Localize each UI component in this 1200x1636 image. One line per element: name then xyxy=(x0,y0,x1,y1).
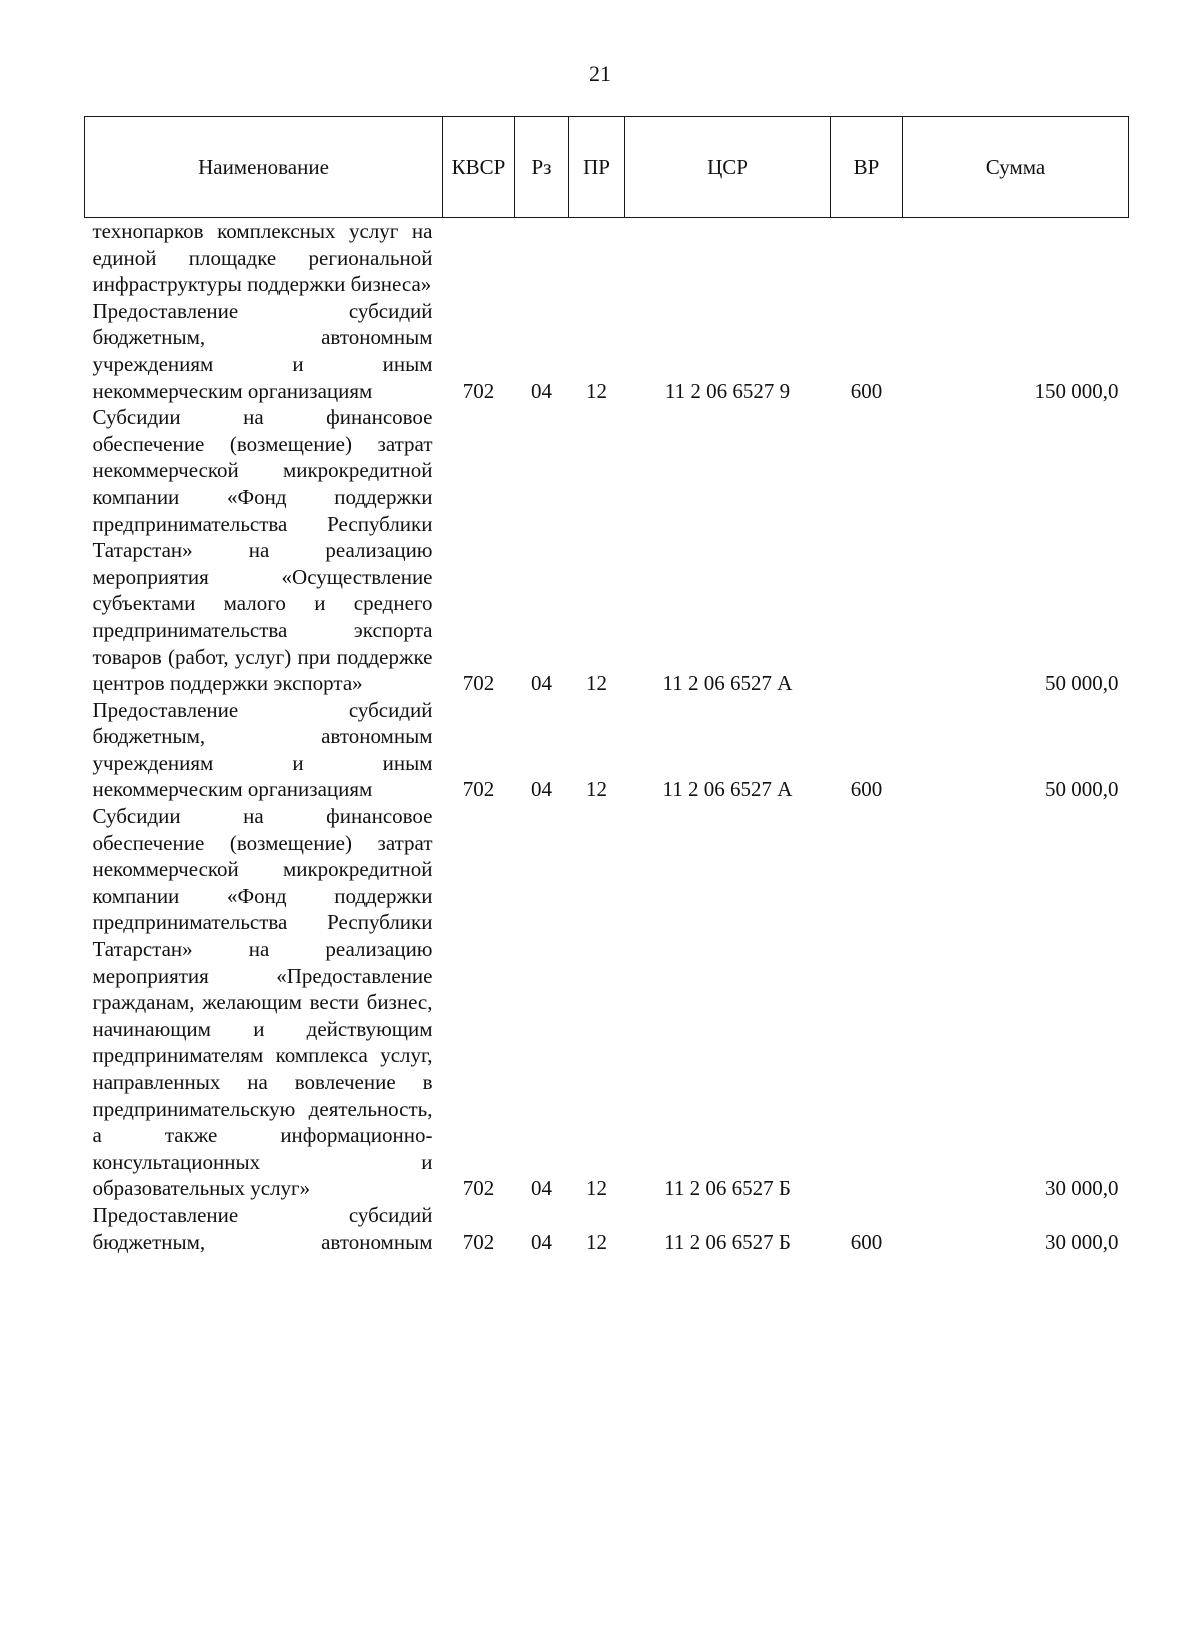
row-name: технопарков комплексных услуг на единой площадке региональной инфраструктуры поддержки бизнеса» xyxy=(92,219,433,297)
header-sum: Сумма xyxy=(903,117,1129,218)
row-sum: 30 000,0 xyxy=(1045,1176,1119,1201)
table-header xyxy=(85,117,1129,218)
row-vr: 600 xyxy=(850,1229,883,1254)
header-pr: ПР xyxy=(569,117,625,218)
row-kvsr: 702 xyxy=(462,777,495,802)
table-row xyxy=(85,218,1129,298)
row-name: Предоставление субсидий бюджетным, автономным xyxy=(92,1202,433,1254)
table-row xyxy=(85,803,1129,1202)
row-rz xyxy=(515,218,569,298)
row-kvsr: 702 xyxy=(462,1176,495,1201)
table-row xyxy=(85,404,1129,697)
row-name: Предоставление субсидий бюджетным, автономным учреждениям и иным некоммерческим организациям xyxy=(92,298,433,403)
row-rz: 04 xyxy=(531,378,552,403)
row-vr: 600 xyxy=(850,378,883,403)
table-row xyxy=(85,1202,1129,1255)
row-csr: 11 2 06 6527 Б xyxy=(664,1229,791,1254)
row-pr: 12 xyxy=(586,378,607,403)
row-name: Субсидии на финансовое обеспечение (возмещение) затрат некоммерческой микрокредитной компании «Фонд поддержки предпринимательства Республики Татарстан» на реализацию мероприятия «Предоставление гражданам, желающим вести бизнес, начинающим и действующим предпринимателям комплекса услуг, направленных на вовлечение в предпринимательскую деятельность, а также информационно-консультационных и образовательных услуг» xyxy=(92,804,433,1201)
row-sum: 50 000,0 xyxy=(1045,777,1119,802)
row-csr: 11 2 06 6527 9 xyxy=(664,378,791,403)
header-kvsr: КВСР xyxy=(443,117,515,218)
row-pr: 12 xyxy=(586,1229,607,1254)
row-rz: 04 xyxy=(531,671,552,696)
row-kvsr: 702 xyxy=(462,671,495,696)
row-csr: 11 2 06 6527 А xyxy=(662,671,793,696)
row-vr xyxy=(831,803,903,1202)
row-csr: 11 2 06 6527 Б xyxy=(664,1176,791,1201)
row-vr: 600 xyxy=(850,777,883,802)
row-rz: 04 xyxy=(531,1176,552,1201)
page-number: 21 xyxy=(589,61,611,86)
header-csr: ЦСР xyxy=(625,117,831,218)
row-sum: 50 000,0 xyxy=(1045,671,1119,696)
row-csr: 11 2 06 6527 А xyxy=(662,777,793,802)
row-name: Предоставление субсидий бюджетным, автономным учреждениям и иным некоммерческим организациям xyxy=(92,697,433,802)
row-name: Субсидии на финансовое обеспечение (возмещение) затрат некоммерческой микрокредитной компании «Фонд поддержки предпринимательства Республики Татарстан» на реализацию мероприятия «Осуществление субъектами малого и среднего предпринимательства экспорта товаров (работ, услуг) при поддержке центров поддержки экспорта» xyxy=(92,405,433,696)
row-rz: 04 xyxy=(531,1229,552,1254)
table-row xyxy=(85,298,1129,404)
row-pr xyxy=(569,218,625,298)
header-vr: ВР xyxy=(831,117,903,218)
row-sum xyxy=(903,218,1129,298)
row-sum: 30 000,0 xyxy=(1045,1229,1119,1254)
row-rz: 04 xyxy=(531,777,552,802)
row-pr: 12 xyxy=(586,671,607,696)
row-kvsr: 702 xyxy=(462,1229,495,1254)
row-vr xyxy=(831,218,903,298)
row-sum: 150 000,0 xyxy=(1034,378,1119,403)
budget-table xyxy=(84,116,1129,1255)
row-vr xyxy=(831,404,903,697)
row-kvsr xyxy=(443,218,515,298)
row-csr xyxy=(625,218,831,298)
row-pr: 12 xyxy=(586,777,607,802)
table-row xyxy=(85,697,1129,803)
header-name: Наименование xyxy=(85,117,443,218)
row-kvsr: 702 xyxy=(462,378,495,403)
row-pr: 12 xyxy=(586,1176,607,1201)
header-rz: Рз xyxy=(515,117,569,218)
